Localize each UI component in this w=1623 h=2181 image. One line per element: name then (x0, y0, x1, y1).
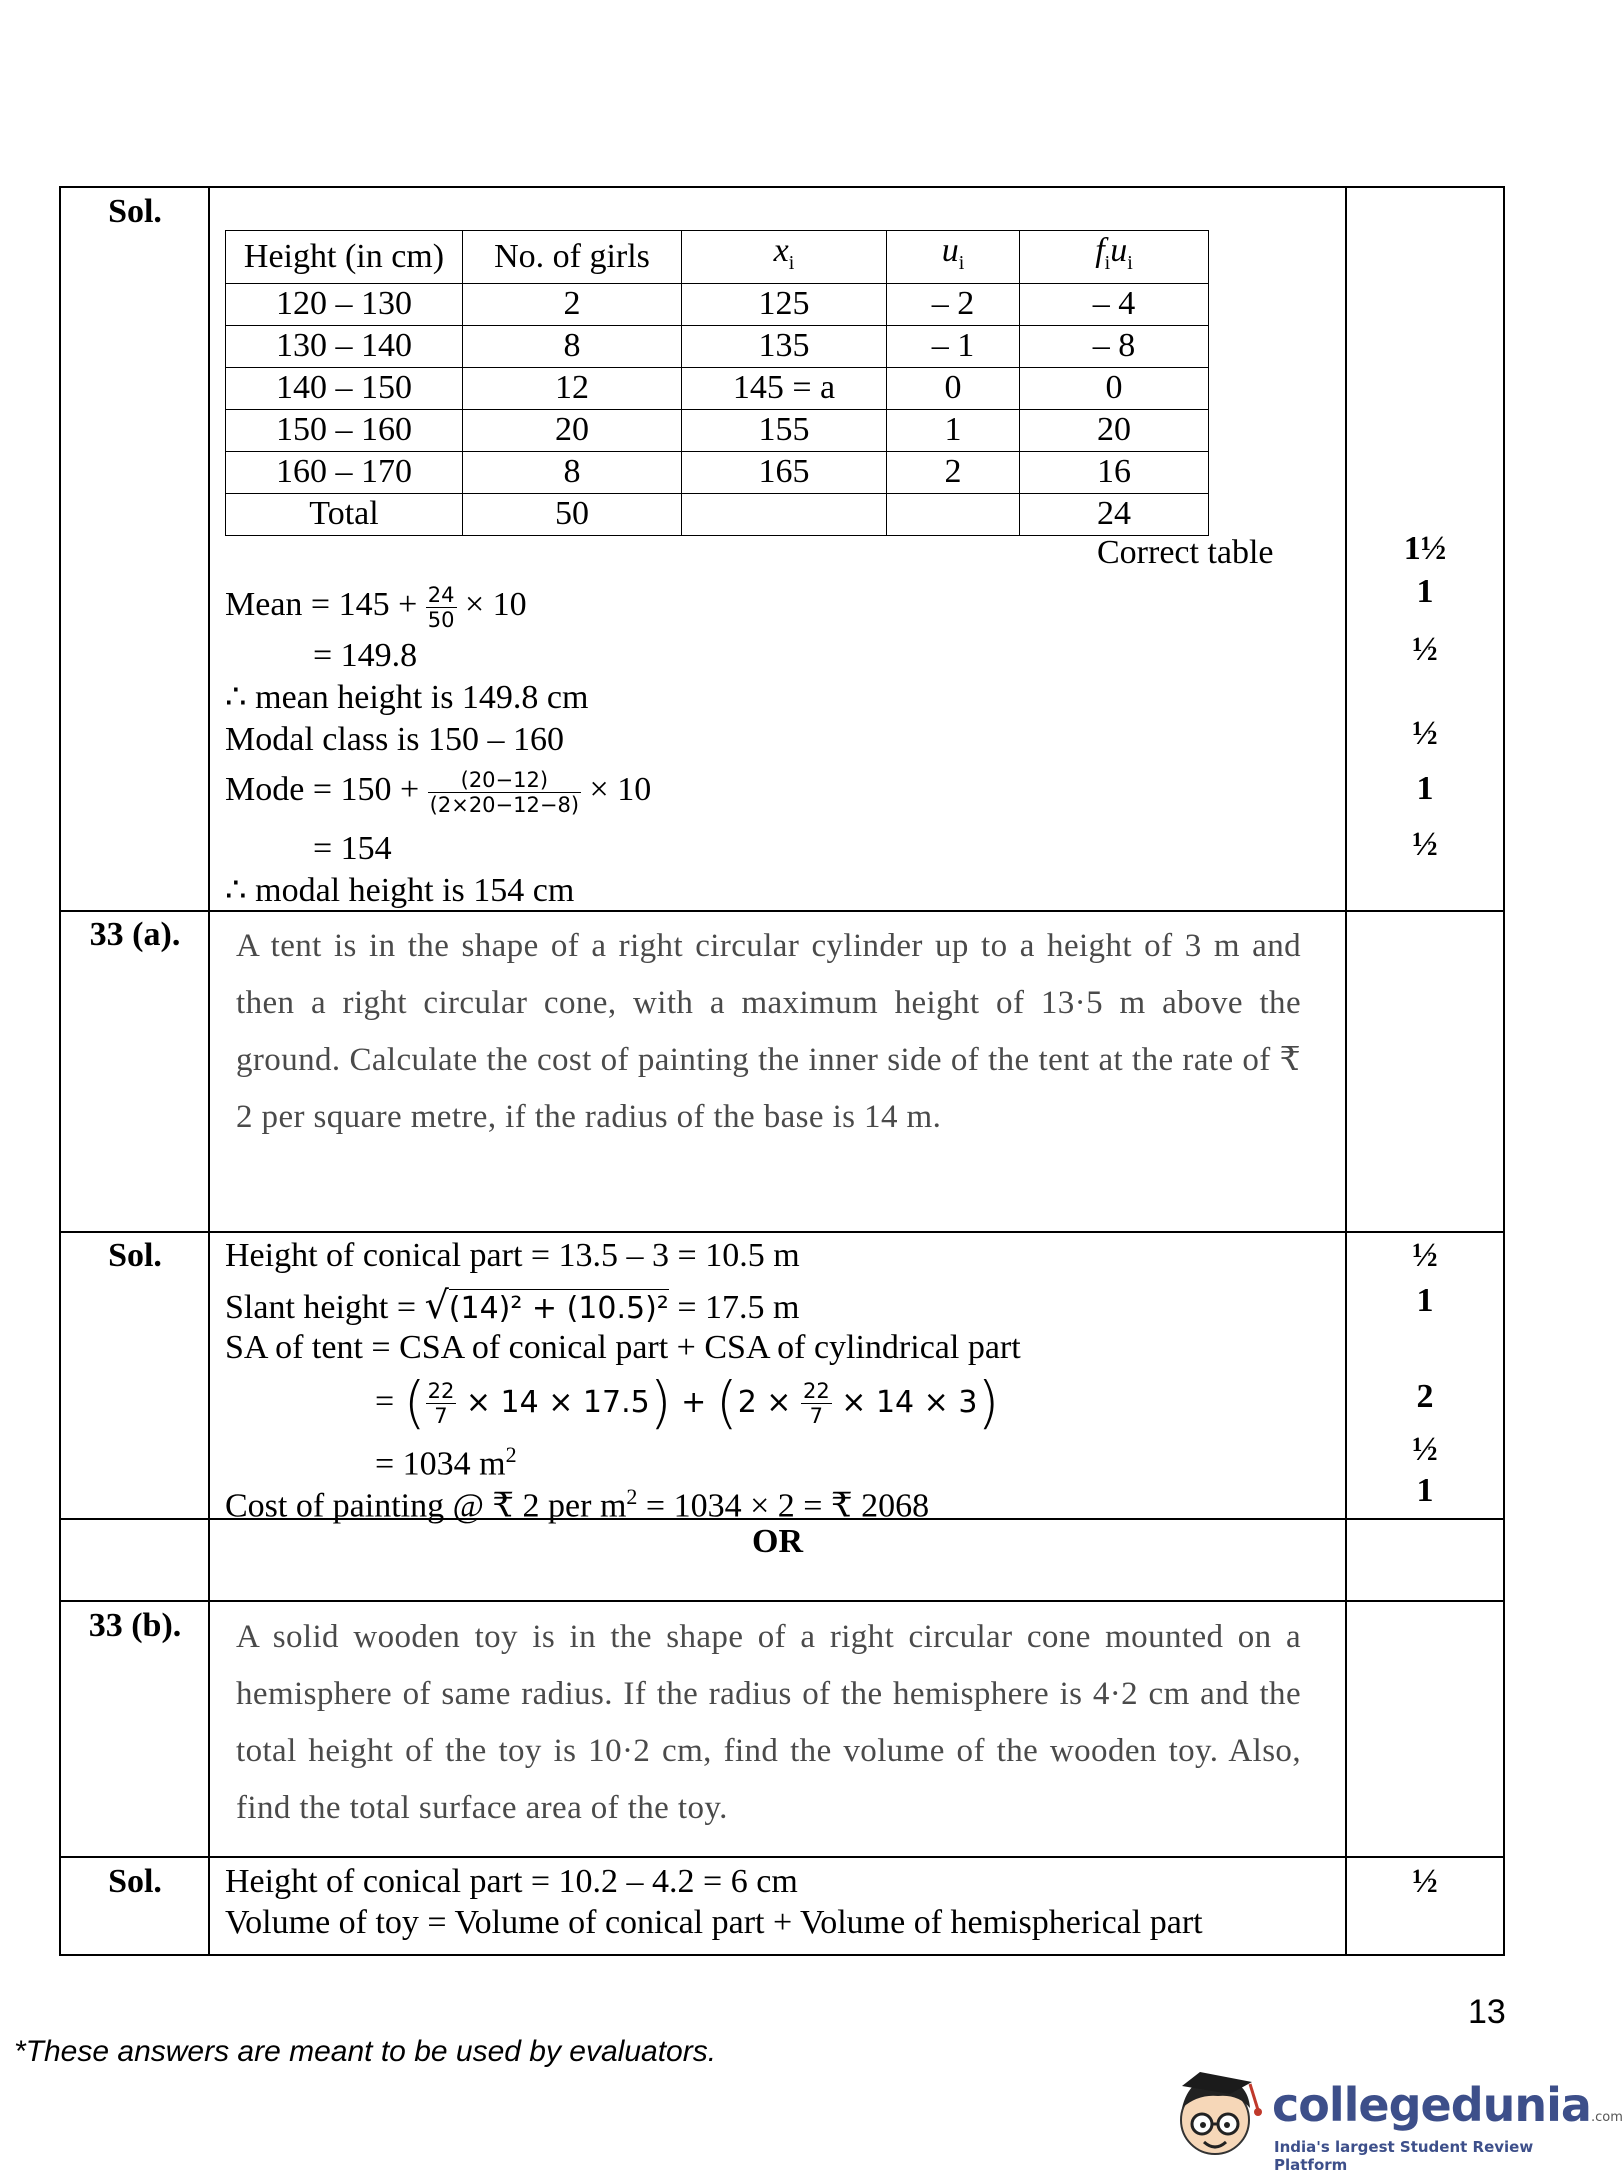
table-row (226, 451, 1209, 493)
cell: 120 – 130 (226, 283, 463, 325)
cell: 145 = a (682, 367, 887, 409)
cell: 20 (1020, 409, 1209, 451)
mode-result: = 154 (313, 830, 392, 867)
cell: 20 (463, 409, 682, 451)
cell: 140 – 150 (226, 367, 463, 409)
table-total-row (226, 493, 1209, 535)
sol33a-area-result: = 1034 $m^2$ (375, 1442, 517, 1483)
sol33a-slant-height: Slant height = √(14)² + (10.5)² = 17.5 m (225, 1283, 800, 1327)
cell: 135 (682, 325, 887, 367)
fraction-22-7: $\frac{22}{7}$ (427, 1379, 455, 1428)
mark: 1½ (1403, 530, 1447, 567)
cell: 155 (682, 409, 887, 451)
sol-label: Sol. (108, 193, 162, 230)
sqrt-icon: √ (424, 1283, 449, 1327)
cell: 1 (887, 409, 1020, 451)
mark: ½ (1412, 826, 1438, 863)
header-ui: $u_i$ (887, 231, 1020, 284)
header-xi: $x_i$ (682, 231, 887, 284)
mode-fraction: $\frac{(20-12)}{(2\times 20-12-8)}$ (429, 767, 580, 817)
mode-conclusion: ∴ modal height is 154 cm (225, 872, 575, 909)
sol33a-line1: Height of conical part = 13.5 – 3 = 10.5 m (225, 1237, 800, 1274)
or-separator: OR (752, 1523, 803, 1560)
sol-label: Sol. (108, 1237, 162, 1274)
sol33a-line3: SA of tent = CSA of conical part + CSA of cylindrical part (225, 1329, 1021, 1366)
cell: 0 (1020, 367, 1209, 409)
mark: 1 (1416, 770, 1434, 807)
page-number: 13 (1468, 1993, 1506, 2031)
table-row (226, 409, 1209, 451)
cell: 2 (463, 283, 682, 325)
mean-conclusion: ∴ mean height is 149.8 cm (225, 679, 589, 716)
q33a-text: A tent is in the shape of a right circular cylinder up to a height of 3 m and then a right circular cone, with a maximum height of 13·5 m above the ground. Calculate the cost of painting the inner side of the tent at the rate of ₹ 2 per square metre, if the radius of the base is 14 m. (236, 928, 1301, 1135)
sol33a-cost: Cost of painting @ ₹ 2 per $m^2 = 1034 \times 2$ = ₹ 2068 (225, 1484, 930, 1525)
footer-note: *These answers are meant to be used by evaluators. (14, 2035, 717, 2068)
sol33b-line1: Height of conical part = 10.2 – 4.2 = 6 cm (225, 1863, 798, 1900)
cell: 12 (463, 367, 682, 409)
header-fiui: $f_iu_i$ (1020, 231, 1209, 284)
mean-formula: Mean = 145 + $\frac{24}{50}$ × 10 (225, 582, 527, 632)
table-row (226, 283, 1209, 325)
cell: 2 (887, 451, 1020, 493)
mean-fraction: $\frac{24}{50}$ (427, 582, 455, 632)
cell: 16 (1020, 451, 1209, 493)
cell: 160 – 170 (226, 451, 463, 493)
table-row (226, 325, 1209, 367)
q33b-text: A solid wooden toy is in the shape of a right circular cone mounted on a hemisphere of same radius. If the radius of the hemisphere is 4·2 cm and the total height of the toy is 10·2 cm, find the volume of the wooden toy. Also, find the total surface area of the toy. (236, 1619, 1301, 1826)
mode-formula: Mode = 150 + $\frac{(20-12)}{(2\times 20-12-8)}$ × 10 (225, 767, 652, 817)
cell: 125 (682, 283, 887, 325)
cell: 8 (463, 325, 682, 367)
sol-label: Sol. (108, 1863, 162, 1900)
mark: 1 (1416, 573, 1434, 610)
collegedunia-logo[interactable] (1160, 2060, 1623, 2175)
cell: – 8 (1020, 325, 1209, 367)
cell: 8 (463, 451, 682, 493)
cell: – 2 (887, 283, 1020, 325)
cell (887, 493, 1020, 535)
header-height: Height (in cm) (226, 231, 463, 284)
mascot-icon (1160, 2060, 1275, 2175)
sol33a-computation: = ( $\frac{22}{7}$ × 14 × 17.5) + (2 × $\frac{22}{7}$ × 14 × 3) (375, 1370, 1000, 1436)
cell: – 4 (1020, 283, 1209, 325)
cell: 130 – 140 (226, 325, 463, 367)
q33b-label: 33 (b). (88, 1607, 182, 1644)
table-caption: Correct table (1097, 534, 1274, 571)
cell: Total (226, 493, 463, 535)
mark: ½ (1412, 631, 1438, 668)
cell: 0 (887, 367, 1020, 409)
modal-class: Modal class is 150 – 160 (225, 721, 565, 758)
cell (682, 493, 887, 535)
sol33b-line2: Volume of toy = Volume of conical part + Volume of hemispherical part (225, 1904, 1203, 1941)
fraction-22-7: $\frac{22}{7}$ (803, 1379, 830, 1428)
logo-brand: collegedunia.com (1272, 2078, 1623, 2132)
mark: ½ (1412, 1237, 1438, 1274)
logo-tagline: India's largest Student Review Platform (1274, 2138, 1534, 2174)
mark: ½ (1412, 715, 1438, 752)
header-girls: No. of girls (463, 231, 682, 284)
mark: 1 (1416, 1282, 1434, 1319)
mark: 1 (1416, 1472, 1434, 1509)
frequency-table (225, 230, 1209, 536)
cell: 165 (682, 451, 887, 493)
cell: – 1 (887, 325, 1020, 367)
cell: 50 (463, 493, 682, 535)
table-row (226, 367, 1209, 409)
cell: 150 – 160 (226, 409, 463, 451)
mark: ½ (1412, 1863, 1438, 1900)
mark: 2 (1416, 1378, 1434, 1415)
table-header-row (226, 231, 1209, 284)
mean-result: = 149.8 (313, 637, 418, 674)
q33a-label: 33 (a). (89, 916, 181, 953)
mark: ½ (1412, 1431, 1438, 1468)
cell: 24 (1020, 493, 1209, 535)
